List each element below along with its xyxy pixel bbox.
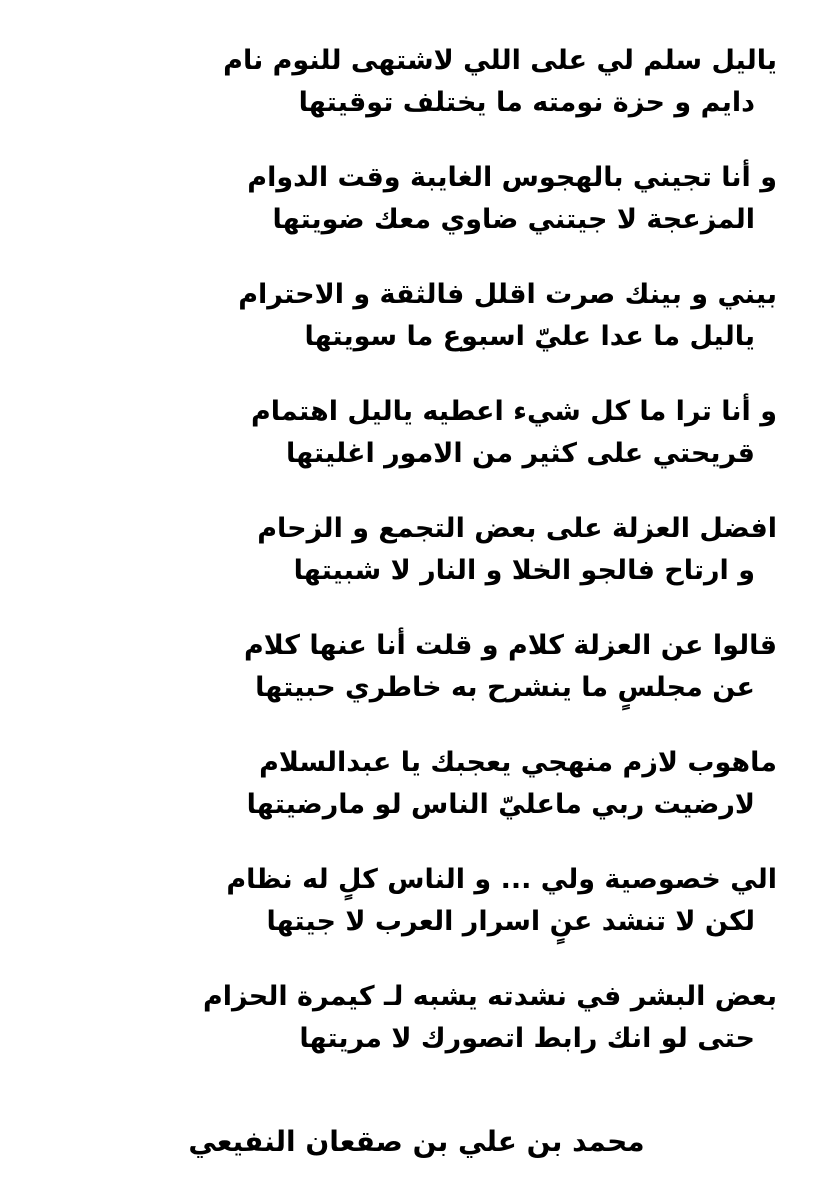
verse-first-hemistich: بعض البشر في نشدته يشبه لـ كيمرة الحزام (202, 981, 777, 1012)
stanza (77, 859, 777, 976)
verse-first-hemistich: و أنا تجيني بالهجوس الغايبة وقت الدوام (247, 162, 777, 193)
verse-second-hemistich: ياليل ما عدا عليّ اسبوع ما سويتها (304, 321, 755, 352)
stanza (77, 976, 777, 1093)
verse-second-hemistich: لكن لا تنشد عنٍ اسرار العرب لا جيتها (266, 906, 755, 937)
stanza (77, 742, 777, 859)
verse-first-hemistich: الي خصوصية ولي ... و الناس كلٍ له نظام (226, 864, 777, 895)
stanza (77, 40, 777, 157)
verse-second-hemistich: عن مجلسٍ ما ينشرح به خاطري حبيتها (255, 672, 755, 703)
poet-name: محمد بن علي بن صقعان النفيعي (188, 1125, 645, 1158)
verse-first-hemistich: ماهوب لازم منهجي يعجبك يا عبدالسلام (259, 747, 777, 778)
stanza (77, 274, 777, 391)
verse-first-hemistich: و أنا ترا ما كل شيء اعطيه ياليل اهتمام (251, 396, 777, 427)
stanza (77, 625, 777, 742)
poem-body (77, 40, 777, 1093)
verse-second-hemistich: حتى لو انك رابط اتصورك لا مريتها (299, 1023, 755, 1054)
verse-second-hemistich: قريحتي على كثير من الامور اغليتها (285, 438, 755, 469)
verse-first-hemistich: ياليل سلم لي على اللي لاشتهى للنوم نام (223, 45, 777, 76)
verse-second-hemistich: دايم و حزة نومته ما يختلف توقيتها (298, 87, 755, 118)
stanza (77, 391, 777, 508)
verse-first-hemistich: افضل العزلة على بعض التجمع و الزحام (257, 513, 777, 544)
stanza (77, 508, 777, 625)
stanza (77, 157, 777, 274)
verse-second-hemistich: و ارتاح فالجو الخلا و النار لا شبيتها (293, 555, 755, 586)
verse-second-hemistich: لارضيت ربي ماعليّ الناس لو مارضيتها (246, 789, 755, 820)
verse-first-hemistich: قالوا عن العزلة كلام و قلت أنا عنها كلام (243, 630, 777, 661)
verse-second-hemistich: المزعجة لا جيتني ضاوي معك ضويتها (272, 204, 755, 235)
verse-first-hemistich: بيني و بينك صرت اقلل فالثقة و الاحترام (238, 279, 777, 310)
